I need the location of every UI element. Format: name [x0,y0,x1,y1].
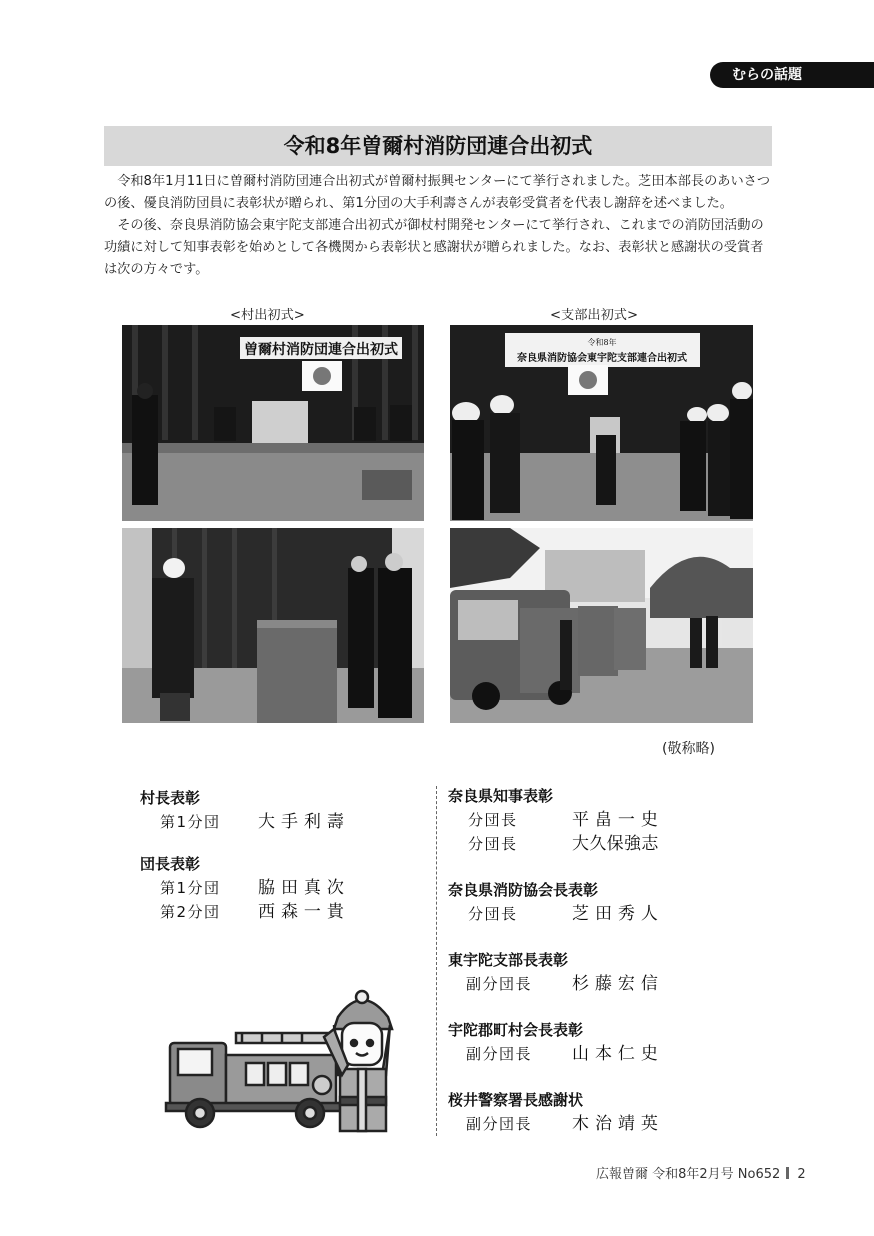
honorific-note: (敬称略) [662,741,715,757]
article-body [104,171,774,281]
paragraph-1: 令和8年1月11日に曽爾村消防団連合出初式が曽爾村振興センターにて挙行されました。芝田本部長のあいさつの後、優良消防団員に表彰状が贈られ、第1分団の大手利壽さんが表彰受賞者を代表し謝辞を述べました。 [104,174,771,211]
award-heading: 宇陀郡町村会長表彰 [448,1021,584,1039]
page-number: 2 [797,1167,806,1182]
page-footer [596,1163,806,1182]
award-heading: 団長表彰 [140,855,201,873]
award-heading: 桜井警察署長感謝状 [448,1091,584,1109]
award-row: 第1分団 脇田真次 [160,878,350,898]
caption-village: <村出初式> [230,308,305,323]
firefighter-illustration [162,985,406,1135]
award-row: 副分団長 杉藤宏信 [466,974,664,994]
paragraph-2: その後、奈良県消防協会東宇陀支部連合出初式が御杖村開発センターにて挙行され、これまでの消防団活動の功績に対して知事表彰を始めとして各機関から表彰状と感謝状が贈られました。なお、表彰状と感謝状の受賞者は次の方々です。 [104,218,764,277]
award-heading: 奈良県知事表彰 [448,787,554,805]
svg-text:令和8年: 令和8年 [587,338,617,347]
article-title: 令和8年曽爾村消防団連合出初式 [104,126,772,166]
award-row: 第1分団 大手利壽 [160,812,350,832]
banner-village: 曽爾村消防団連合出初式 [244,342,398,358]
column-divider [436,786,437,1136]
award-row: 第2分団 西森一貴 [160,902,350,922]
svg-text:奈良県消防協会東宇陀支部連合出初式: 奈良県消防協会東宇陀支部連合出初式 [517,353,687,364]
award-heading: 東宇陀支部長表彰 [448,951,569,969]
photo-branch-stage [450,325,753,521]
award-heading: 村長表彰 [140,789,201,807]
award-row: 分団長 平畠一史 [468,810,664,830]
photo-village-speech [122,528,424,723]
award-heading: 奈良県消防協会長表彰 [448,881,599,899]
photo-village-stage [122,325,424,521]
section-tab: むらの話題 [710,62,874,88]
award-row: 分団長 大久保強志 [468,834,659,854]
award-row: 分団長 芝田秀人 [468,904,664,924]
photo-fire-trucks [450,528,753,723]
award-row: 副分団長 山本仁史 [466,1044,664,1064]
award-row: 副分団長 木治靖英 [466,1114,664,1134]
caption-branch: <支部出初式> [550,308,639,323]
publication-info: 広報曽爾 令和8年2月号 No652 [596,1167,781,1182]
